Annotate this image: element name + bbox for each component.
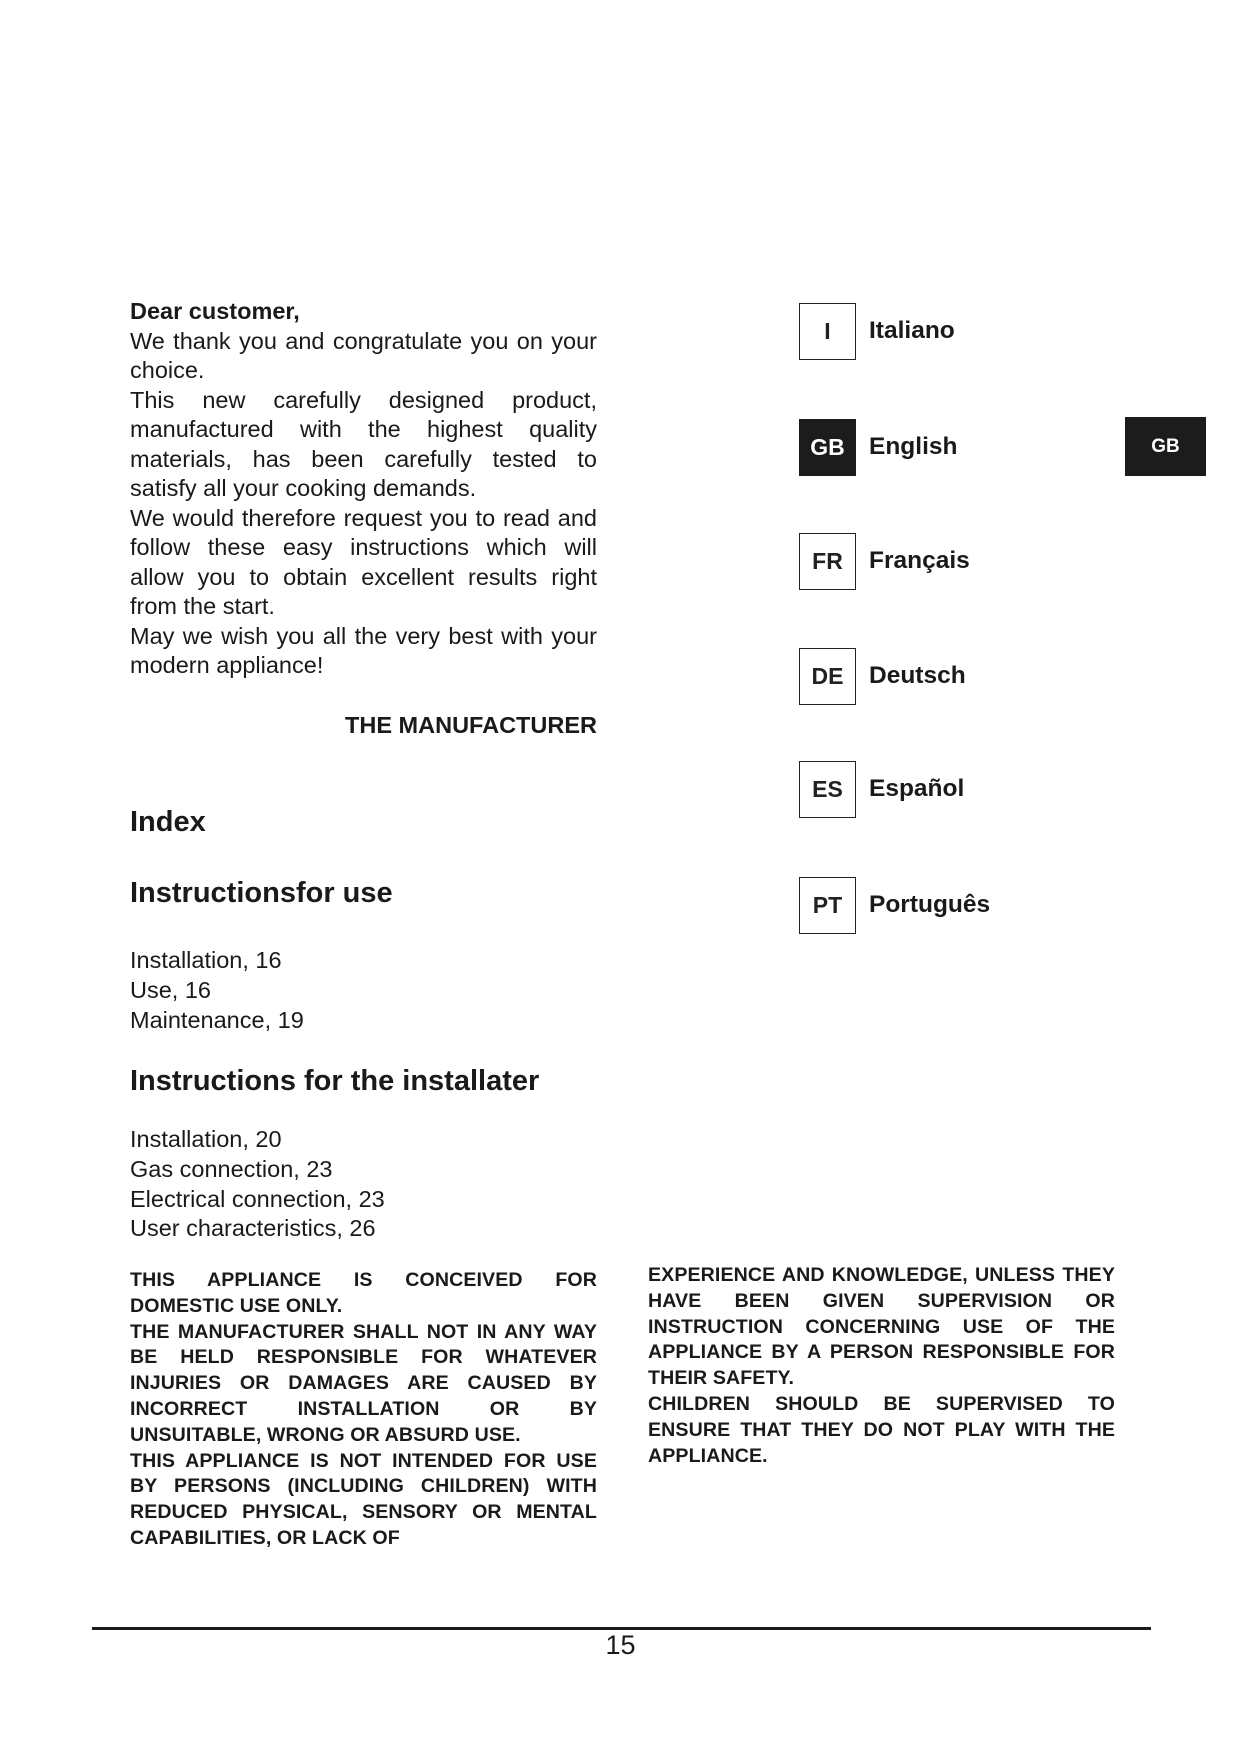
toc-item[interactable]: Installation, 20 [130,1126,282,1152]
language-code-badge: I [799,303,856,360]
language-code-badge: ES [799,761,856,818]
warning-paragraph: THIS APPLIANCE IS CONCEIVED FOR DOMESTIC USE ONLY. [130,1269,597,1317]
language-item-portugues[interactable] [799,876,990,934]
language-name: Français [869,547,970,574]
greeting-block [130,297,597,740]
warning-paragraph: EXPERIENCE AND KNOWLEDGE, UNLESS THEY HAVE BEEN GIVEN SUPERVISION OR INSTRUCTION CONCERNING USE OF THE APPLIANCE BY A PERSON RESPONSIBLE FOR THEIR SAFETY. [648,1264,1115,1390]
safety-warning-right [648,1263,1115,1469]
language-item-italiano[interactable] [799,302,955,360]
toc-item[interactable]: Use, 16 [130,976,211,1003]
language-code-badge: GB [799,419,856,476]
greeting-signature: THE MANUFACTURER [345,711,597,738]
toc-item[interactable]: Gas connection, 23 [130,1155,333,1182]
greeting-paragraph: May we wish you all the very best with your modern appliance! [130,622,597,678]
language-name: Português [869,891,991,918]
toc-item[interactable]: User characteristics, 26 [130,1215,376,1242]
toc-list-instructions-for-use [130,946,304,1035]
language-code-badge: PT [799,877,856,934]
language-item-francais[interactable] [799,532,970,590]
language-item-deutsch[interactable] [799,647,966,705]
warning-paragraph: THE MANUFACTURER SHALL NOT IN ANY WAY BE HELD RESPONSIBLE FOR WHATEVER INJURIES OR DAMAGES ARE CAUSED BY INCORRECT INSTALLATION OR BY UNSUITABLE, WRONG OR ABSURD USE. [130,1320,597,1446]
greeting-paragraph: We thank you and congratulate you on your choice. [130,327,597,383]
language-name: Italiano [869,317,955,344]
language-code-badge: DE [799,648,856,705]
language-item-espanol[interactable] [799,760,964,818]
language-code-badge: FR [799,533,856,590]
language-name: Español [869,775,965,802]
greeting-salutation: Dear customer, [130,298,300,324]
greeting-paragraph: This new carefully designed product, manufactured with the highest quality materials, has been carefully tested to satisfy all your cooking demands. [130,386,597,501]
language-edge-tab: GB [1125,417,1206,476]
greeting-paragraph: We would therefore request you to read and follow these easy instructions which will allow you to obtain excellent results right from the start. [130,504,597,619]
warning-paragraph: THIS APPLIANCE IS NOT INTENDED FOR USE BY PERSONS (INCLUDING CHILDREN) WITH REDUCED PHYSICAL, SENSORY OR MENTAL CAPABILITIES, OR LACK OF [130,1449,597,1549]
language-item-english[interactable] [799,418,957,476]
section-title-instructions-for-installer: Instructions for the installater [130,1065,540,1097]
section-title-instructions-for-use: Instructionsfor use [130,877,393,909]
warning-paragraph: CHILDREN SHOULD BE SUPERVISED TO ENSURE THAT THEY DO NOT PLAY WITH THE APPLIANCE. [648,1392,1115,1467]
toc-item[interactable]: Maintenance, 19 [130,1006,304,1033]
language-name: English [869,433,958,460]
toc-list-instructions-for-installer [130,1125,385,1244]
index-title: Index [130,806,206,838]
safety-warning-left [130,1268,597,1552]
toc-item[interactable]: Installation, 16 [130,947,282,973]
toc-item[interactable]: Electrical connection, 23 [130,1185,385,1212]
language-name: Deutsch [869,662,966,689]
page-number: 15 [605,1630,636,1660]
